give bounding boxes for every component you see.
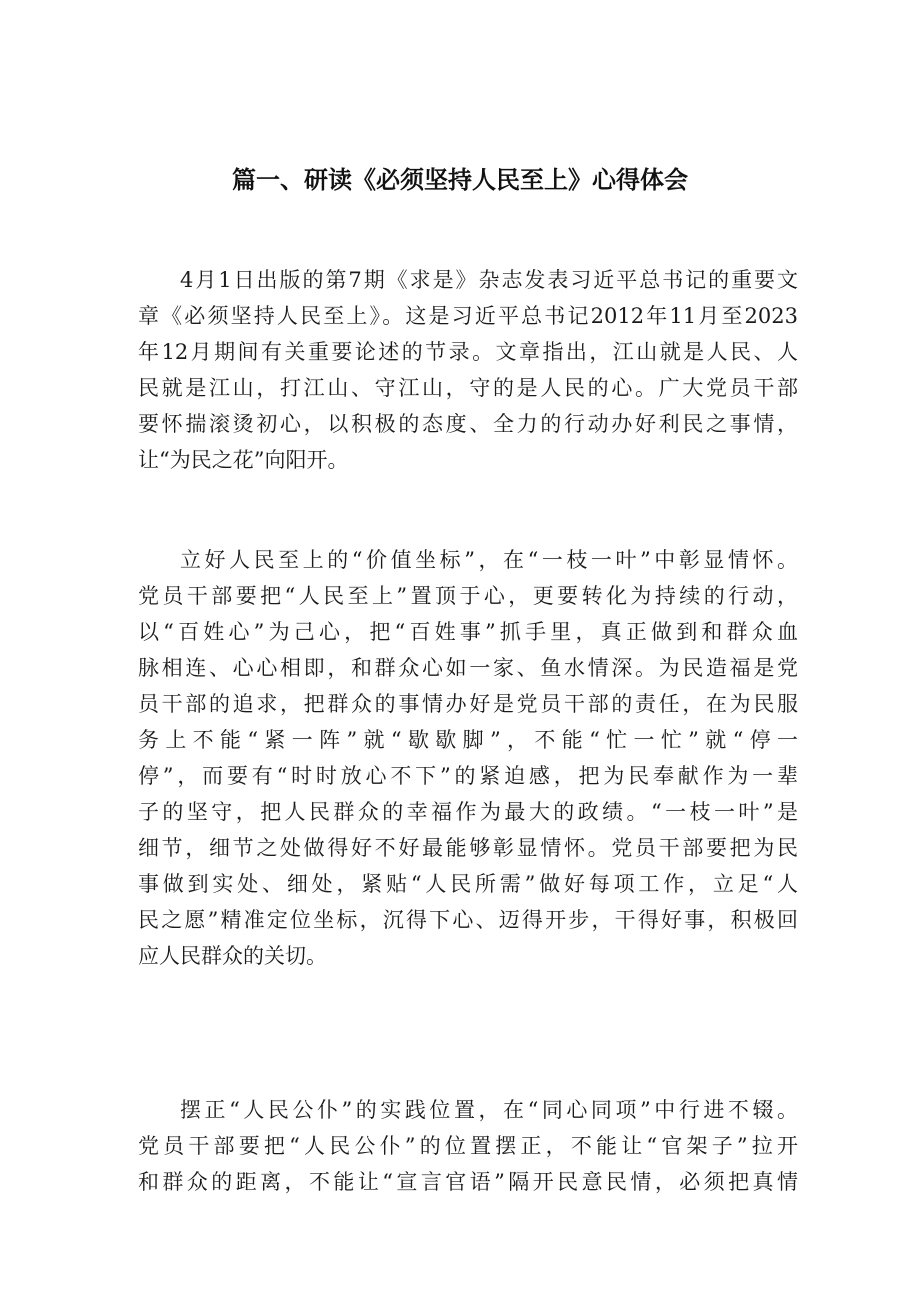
paragraph-3	[138, 1092, 798, 1200]
paragraph-line: 让“为民之花”向阳开。	[138, 448, 349, 472]
paragraph-line: 民就是江山，打江山、守江山，守的是人民的心。广大党员干部	[138, 376, 798, 400]
paragraph-line: 章《必须坚持人民至上》。这是习近平总书记2012年11月至2023	[138, 304, 798, 328]
paragraph-line: 党员干部要把“人民公仆”的位置摆正，不能让“官架子”拉开	[138, 1134, 798, 1158]
paragraph-line: 要怀揣滚烫初心，以积极的态度、全力的行动办好利民之事情，	[138, 412, 798, 436]
paragraph-line: 和群众的距离，不能让“宣言官语”隔开民意民情，必须把真情	[138, 1170, 798, 1194]
paragraph-line: 事做到实处、细处，紧贴“人民所需”做好每项工作，立足“人	[138, 872, 798, 896]
paragraph-line: 务上不能“紧一阵”就“歇歇脚”，不能“忙一忙”就“停一	[138, 728, 798, 752]
paragraph-2	[138, 542, 798, 974]
paragraph-line: 党员干部要把“人民至上”置顶于心，更要转化为持续的行动，	[138, 584, 798, 608]
paragraph-line: 细节，细节之处做得好不好最能够彰显情怀。党员干部要把为民	[138, 836, 798, 860]
paragraph-1	[138, 262, 798, 478]
paragraph-line: 脉相连、心心相即，和群众心如一家、鱼水情深。为民造福是党	[138, 656, 798, 680]
paragraph-line: 员干部的追求，把群众的事情办好是党员干部的责任，在为民服	[138, 692, 798, 716]
paragraph-line: 停”，而要有“时时放心不下”的紧迫感，把为民奉献作为一辈	[138, 764, 798, 788]
paragraph-line: 应人民群众的关切。	[138, 944, 327, 968]
document-title: 篇一、研读《必须坚持人民至上》心得体会	[232, 166, 688, 194]
paragraph-line: 以“百姓心”为己心，把“百姓事”抓手里，真正做到和群众血	[138, 620, 798, 644]
paragraph-line: 民之愿”精准定位坐标，沉得下心、迈得开步，干得好事，积极回	[138, 908, 798, 932]
paragraph-line: 子的坚守，把人民群众的幸福作为最大的政绩。“一枝一叶”是	[138, 800, 798, 824]
paragraph-line: 4月1日出版的第7期《求是》杂志发表习近平总书记的重要文	[180, 268, 798, 292]
paragraph-line: 立好人民至上的“价值坐标”，在“一枝一叶”中彰显情怀。	[180, 548, 798, 572]
paragraph-line: 摆正“人民公仆”的实践位置，在“同心同项”中行进不辍。	[180, 1098, 798, 1122]
paragraph-line: 年12月期间有关重要论述的节录。文章指出，江山就是人民、人	[138, 340, 798, 364]
